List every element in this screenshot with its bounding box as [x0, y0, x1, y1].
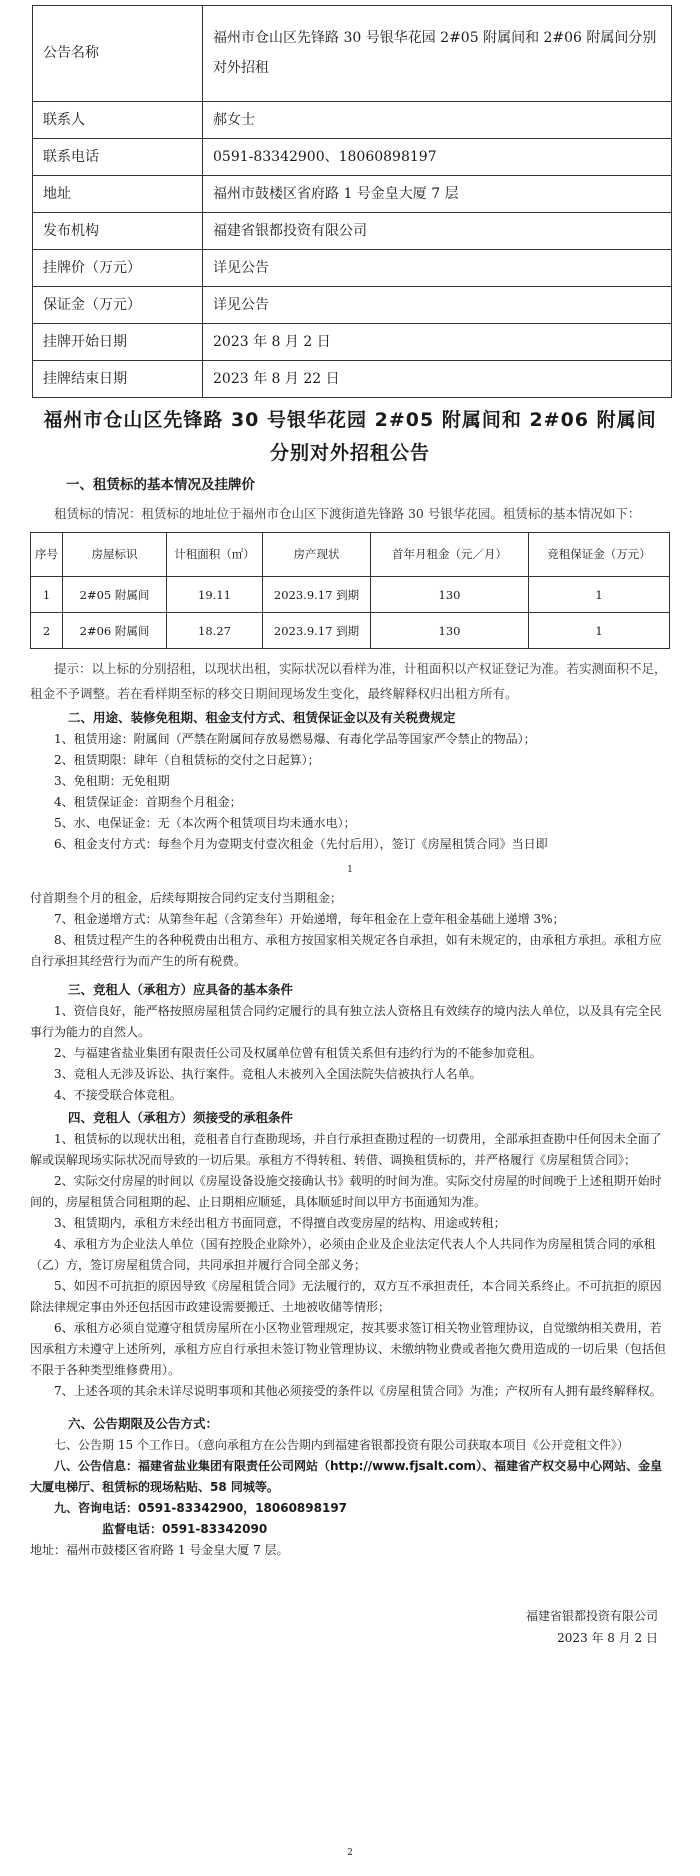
- info-key: 挂牌开始日期: [33, 324, 203, 361]
- list-item: 2、租赁期限：肆年（自租赁标的交付之日起算）；: [54, 753, 320, 768]
- info-value: 福建省银都投资有限公司: [203, 213, 672, 250]
- section-3-heading: 三、竞租人（承租方）应具备的基本条件: [68, 981, 294, 997]
- table-cell: 2#06 附属间: [63, 613, 167, 649]
- section-2-heading: 二、用途、装修免租期、租金支付方式、租赁保证金以及有关税费规定: [68, 710, 456, 726]
- info-row-end-date: [33, 361, 672, 398]
- lease-object-table: [30, 532, 670, 649]
- page-number: 1: [347, 865, 353, 876]
- info-key: 地址: [33, 176, 203, 213]
- list-item: 2、实际交付房屋的时间以《房屋设备设施交接确认书》载明的时间为准。实际交付房屋的时间晚于上述租期开始时间的，房屋租赁合同租期的起、止日期相应顺延，具体顺延时间以甲方书面通知为准。: [30, 1173, 662, 1209]
- table-cell: 19.11: [167, 577, 263, 613]
- info-key: 联系电话: [33, 139, 203, 176]
- info-key: 公告名称: [33, 6, 203, 102]
- contact-address: 地址：福州市鼓楼区省府路 1 号金皇大厦 7 层。: [30, 1543, 289, 1558]
- section-1-intro: 租赁标的情况：租赁标的地址位于福州市仓山区下渡街道先锋路 30 号银华花园。租赁标的基本情况如下：: [54, 506, 641, 522]
- table-row: [31, 577, 670, 613]
- table-cell: 18.27: [167, 613, 263, 649]
- info-value: 详见公告: [203, 287, 672, 324]
- col-header: 房屋标识: [63, 533, 167, 577]
- section-8-text: 八、公告信息：福建省盐业集团有限责任公司网站（http://www.fjsalt.com）、福建省产权交易中心网站、金皇大厦电梯厅、租赁标的现场粘贴、58 同城等。: [30, 1459, 663, 1495]
- list-item: 6、租金支付方式：每叁个月为壹期支付壹次租金（先付后用），签订《房屋租赁合同》当日即: [54, 837, 548, 852]
- info-row-address: [33, 176, 672, 213]
- info-value: 郝女士: [203, 102, 672, 139]
- supervise-phone: 监督电话：0591-83342090: [102, 1522, 268, 1537]
- table-cell: 2023.9.17 到期: [263, 613, 371, 649]
- info-key: 发布机构: [33, 213, 203, 250]
- table-cell: 1: [529, 577, 670, 613]
- list-item: 1、资信良好，能严格按照房屋租赁合同约定履行的具有独立法人资格且有效续存的境内法人单位，以及具有完全民事行为能力的自然人。: [30, 1003, 662, 1039]
- info-key: 挂牌价（万元）: [33, 250, 203, 287]
- info-key: 联系人: [33, 102, 203, 139]
- table-cell: 2023.9.17 到期: [263, 577, 371, 613]
- info-row-deposit: [33, 287, 672, 324]
- info-value: 详见公告: [203, 250, 672, 287]
- info-key: 保证金（万元）: [33, 287, 203, 324]
- section-7-text: 七、公告期 15 个工作日。（意向承租方在公告期内到福建省银都投资有限公司获取本项目《公开竞租文件》）: [54, 1438, 629, 1453]
- list-item: 付首期叁个月的租金，后续每期按合同约定支付当期租金；: [30, 890, 343, 905]
- page-number: 2: [347, 1847, 353, 1858]
- announcement-info-table: [32, 5, 672, 398]
- list-item: 1、租赁标的以现状出租，竞租者自行查勘现场，并自行承担查勘过程的一切费用，全部承担查勘中任何因未全面了解或误解现场实际状况而导致的一切后果。承租方不得转租、转借、调换租赁标的，并严格履行《房屋租赁合同》；: [30, 1131, 662, 1167]
- info-row-name: [33, 6, 672, 102]
- list-item: 4、租赁保证金：首期叁个月租金；: [54, 795, 242, 810]
- info-key: 挂牌结束日期: [33, 361, 203, 398]
- section-4-heading: 四、竞租人（承租方）须接受的承租条件: [68, 1109, 294, 1125]
- list-item: 4、承租方为企业法人单位（国有控股企业除外），必须由企业及企业法定代表人个人共同作为房屋租赁合同的承租（乙）方，签订房屋租赁合同，共同承担并履行合同全部义务；: [30, 1236, 656, 1272]
- list-item: 3、租赁期内，承租方未经出租方书面同意，不得擅自改变房屋的结构、用途或转租；: [54, 1215, 506, 1230]
- info-value: 福州市鼓楼区省府路 1 号金皇大厦 7 层: [203, 176, 672, 213]
- table-cell: 1: [529, 613, 670, 649]
- list-item: 7、租金递增方式：从第叁年起（含第叁年）开始递增，每年租金在上壹年租金基础上递增 3%；: [54, 911, 565, 926]
- col-header: 计租面积（㎡）: [167, 533, 263, 577]
- table-cell: 2#05 附属间: [63, 577, 167, 613]
- section-6-heading: 六、公告期限及公告方式：: [68, 1415, 219, 1431]
- info-row-publisher: [33, 213, 672, 250]
- list-item: 3、免租期：无免租期: [54, 774, 170, 789]
- announcement-title: 福州市仓山区先锋路 30 号银华花园 2#05 附属间和 2#06 附属间分别对外招租公告: [43, 409, 657, 465]
- info-row-start-date: [33, 324, 672, 361]
- consult-phone: 九、咨询电话：0591-83342900，18060898197: [54, 1501, 348, 1516]
- table-cell: 130: [371, 577, 529, 613]
- section-1-note: 提示：以上标的分别招租，以现状出租，实际状况以看样为准，计租面积以产权证登记为准。若实测面积不足，租金不予调整。若在看样期至标的移交日期间现场发生变化，最终解释权归出租方所有。: [30, 661, 667, 701]
- info-value: 2023 年 8 月 22 日: [203, 361, 672, 398]
- table-row: [31, 613, 670, 649]
- list-item: 7、上述各项的其余未详尽说明事项和其他必须接受的条件以《房屋租赁合同》为准；产权所有人拥有最终解释权。: [54, 1383, 662, 1398]
- list-item: 8、租赁过程产生的各种税费由出租方、承租方按国家相关规定各自承担，如有未规定的，由承租方承担。承租方应自行承担其经营行为而产生的所有税费。: [30, 932, 662, 968]
- table-cell: 2: [31, 613, 63, 649]
- list-item: 5、如因不可抗拒的原因导致《房屋租赁合同》无法履行的，双方互不承担责任，本合同关系终止。不可抗拒的原因除法律规定事由外还包括因市政建设需要搬迁、土地被收储等情形；: [30, 1278, 662, 1314]
- signature-company: 福建省银都投资有限公司: [525, 1609, 658, 1624]
- info-row-contact: [33, 102, 672, 139]
- info-row-phone: [33, 139, 672, 176]
- document-page: [0, 5, 700, 1876]
- col-header: 竞租保证金（万元）: [529, 533, 670, 577]
- col-header: 序号: [31, 533, 63, 577]
- info-value: 福州市仓山区先锋路 30 号银华花园 2#05 附属间和 2#06 附属间分别对外招租: [203, 6, 672, 102]
- signature-block: [30, 1605, 658, 1649]
- list-item: 2、与福建省盐业集团有限责任公司及权属单位曾有租赁关系但有违约行为的不能参加竞租。: [54, 1045, 542, 1060]
- info-value: 2023 年 8 月 2 日: [203, 324, 672, 361]
- table-cell: 1: [31, 577, 63, 613]
- section-1-heading: 一、租赁标的基本情况及挂牌价: [66, 476, 255, 493]
- list-item: 3、竞租人无涉及诉讼、执行案件。竞租人未被列入全国法院失信被执行人名单。: [54, 1066, 482, 1081]
- info-value: 0591-83342900、18060898197: [203, 139, 672, 176]
- signature-date: 2023 年 8 月 2 日: [557, 1631, 658, 1646]
- lease-table-header-row: [31, 533, 670, 577]
- table-cell: 130: [371, 613, 529, 649]
- list-item: 6、承租方必须自觉遵守租赁房屋所在小区物业管理规定，按其要求签订相关物业管理协议，自觉缴纳相关费用，若因承租方未遵守上述所列，承租方应自行承担未签订物业管理协议、未缴纳物业费或者拖欠费用造成的一切后果（包括但不限于各种类型维修费用）。: [30, 1320, 667, 1377]
- info-row-listing-price: [33, 250, 672, 287]
- col-header: 首年月租金（元／月）: [371, 533, 529, 577]
- list-item: 1、租赁用途：附属间（严禁在附属间存放易燃易爆、有毒化学品等国家严令禁止的物品）；: [54, 732, 536, 747]
- list-item: 5、水、电保证金：无（本次两个租赁项目均未通水电）；: [54, 816, 356, 831]
- col-header: 房产现状: [263, 533, 371, 577]
- list-item: 4、不接受联合体竞租。: [54, 1087, 182, 1102]
